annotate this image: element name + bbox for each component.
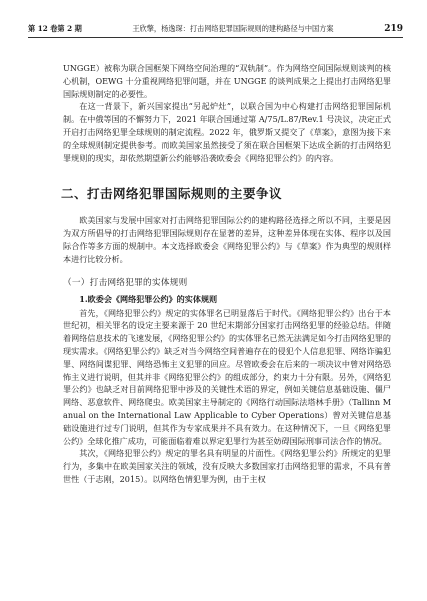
body-paragraph: 在这一背景下，新兴国家提出“另起炉灶”，以联合国为中心构建打击网络犯罪国际机制。在中俄等国的不懈努力下，2021 年联合国通过第 A/75/L.87/Rev.1 号决议，决定正式开启打击网络犯罪全球规则的制定流程。2022 年，俄罗斯又提交了《草案》，意图为接下来的全球规则制定提供参考。而欧美国家虽然接受了须在联合国框架下达成全新的打击网络犯罪规则的现实，却依然期望新公约能够沿袭欧委会《网络犯罪公约》的内容。 — [63, 101, 391, 163]
subsubsection-heading: 1.欧委会《网络犯罪公约》的实体规则 — [79, 293, 218, 304]
running-header — [28, 14, 403, 38]
page-body — [63, 62, 391, 486]
running-title: 王欣擎，杨逸琛：打击网络犯罪国际规则的建构路径与中国方案 — [132, 24, 334, 33]
section-heading: 二、打击网络犯罪国际规则的主要争议 — [61, 186, 283, 202]
subsection-heading: （一）打击网络犯罪的实体规则 — [63, 277, 188, 288]
body-paragraph: UNGGE）被称为联合国框架下网络空间治理的“双轨制”。作为网络空间国际规则谈判的核心机制，OEWG 十分重视网络犯罪问题，并在 UNGGE 的谈判成果之上提出打击网络犯罪国际规则制定的必要性。 — [63, 63, 391, 99]
section-intro-paragraph: 欧美国家与发展中国家对打击网络犯罪国际公约的建构路径选择之所以不同，主要是因为双方所倡导的打击网络犯罪国际规则存在显著的差异，这种差异体现在实体、程序以及国际合作等多方面的规制中。本文选择欧委会《网络犯罪公约》与《草案》作为典型的规则样本进行比较分析。 — [63, 215, 391, 264]
body-paragraph: 首先，《网络犯罪公约》规定的实体罪名已明显落后于时代。《网络犯罪公约》出台于本世纪初，相关罪名的设定主要来源于 20 世纪末期部分国家打击网络犯罪的经验总结。伴随着网络信息技术的飞速发展，《网络犯罪公约》的实体罪名已然无法满足如今打击网络犯罪的现实需求。《网络犯罪公约》缺乏对当今网络空间普遍存在的侵犯个人信息犯罪、网络诈骗犯罪、网络间谍犯罪、网络恐怖主义犯罪的回应。尽管欧委会在后来的一项决议中曾对网络恐怖主义进行说明，但其并非《网络犯罪公约》的组成部分，约束力十分有限。另外，《网络犯罪公约》也缺乏对目前网络犯罪中涉及的关键性术语的界定，例如关键信息基础设施、僵尸网络、恶意软件、网络爬虫。欧美国家主导制定的《网络行动国际法塔林手册》（Tallinn Manual on the International Law Applicable to Cyber Operations）曾对关键信息基础设施进行过专门说明，但其作为专家成果并不具有效力。在这种情况下，一旦《网络犯罪公约》全球化推广成功，可能面临着难以界定犯罪行为甚至妨碍国际刑事司法合作的情况。 — [63, 307, 391, 446]
body-paragraph: 其次，《网络犯罪公约》规定的罪名具有明显的片面性。《网络犯罪公约》所规定的犯罪行为，多集中在欧美国家关注的领域，没有反映大多数国家打击网络犯罪的需求，不具有普世性（于志刚，2015）。以网络色情犯罪为例，由于主权 — [63, 448, 391, 484]
page-number: 219 — [384, 24, 403, 34]
journal-issue: 第 12 卷第 2 期 — [28, 24, 82, 33]
